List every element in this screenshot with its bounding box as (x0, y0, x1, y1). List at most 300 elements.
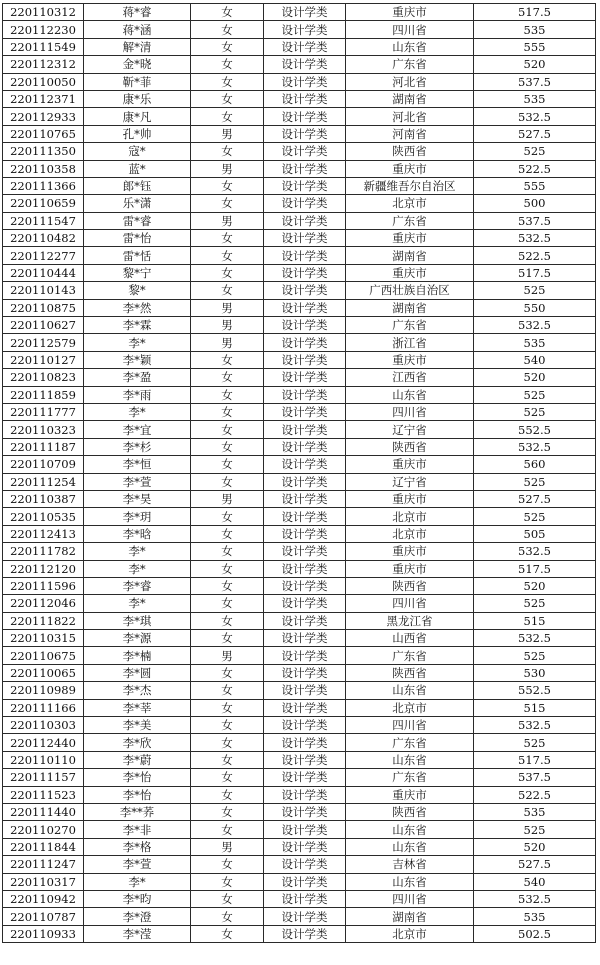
table-row (3, 160, 596, 177)
cell-major: 设计学类 (264, 856, 346, 873)
cell-student-id: 220110358 (3, 160, 84, 177)
cell-score: 527.5 (474, 125, 596, 142)
cell-region: 山西省 (346, 630, 474, 647)
cell-region: 山东省 (346, 873, 474, 890)
cell-student-id: 220110323 (3, 421, 84, 438)
cell-gender: 女 (191, 821, 264, 838)
cell-student-id: 220112933 (3, 108, 84, 125)
cell-gender: 女 (191, 612, 264, 629)
cell-gender: 女 (191, 38, 264, 55)
cell-student-id: 220110709 (3, 456, 84, 473)
cell-region: 北京市 (346, 699, 474, 716)
cell-region: 广西壮族自治区 (346, 282, 474, 299)
cell-major: 设计学类 (264, 577, 346, 594)
cell-student-id: 220111547 (3, 212, 84, 229)
table-row (3, 264, 596, 281)
cell-student-id: 220110627 (3, 317, 84, 334)
cell-name: 李*颖 (84, 351, 191, 368)
cell-major: 设计学类 (264, 717, 346, 734)
cell-region: 陕西省 (346, 143, 474, 160)
cell-major: 设计学类 (264, 803, 346, 820)
cell-gender: 女 (191, 195, 264, 212)
table-row (3, 560, 596, 577)
cell-gender: 女 (191, 264, 264, 281)
cell-name: 黎* (84, 282, 191, 299)
cell-major: 设计学类 (264, 508, 346, 525)
cell-score: 525 (474, 595, 596, 612)
cell-name: 李*琪 (84, 612, 191, 629)
cell-score: 532.5 (474, 630, 596, 647)
table-row (3, 751, 596, 768)
cell-student-id: 220112312 (3, 56, 84, 73)
table-row (3, 438, 596, 455)
table-row (3, 699, 596, 716)
cell-score: 525 (474, 143, 596, 160)
cell-major: 设计学类 (264, 143, 346, 160)
cell-major: 设计学类 (264, 299, 346, 316)
cell-name: 寇* (84, 143, 191, 160)
cell-name: 李*格 (84, 838, 191, 855)
cell-gender: 女 (191, 403, 264, 420)
table-row (3, 717, 596, 734)
admission-roster-table (2, 3, 596, 943)
cell-gender: 女 (191, 386, 264, 403)
cell-name: 李* (84, 543, 191, 560)
cell-student-id: 220110312 (3, 4, 84, 21)
cell-name: 李*霖 (84, 317, 191, 334)
cell-student-id: 220110765 (3, 125, 84, 142)
table-row (3, 543, 596, 560)
cell-score: 550 (474, 299, 596, 316)
table-row (3, 421, 596, 438)
cell-student-id: 220110315 (3, 630, 84, 647)
cell-score: 552.5 (474, 421, 596, 438)
cell-score: 525 (474, 282, 596, 299)
cell-major: 设计学类 (264, 108, 346, 125)
cell-major: 设计学类 (264, 438, 346, 455)
cell-region: 重庆市 (346, 560, 474, 577)
cell-name: 李*然 (84, 299, 191, 316)
table-row (3, 682, 596, 699)
cell-student-id: 220110127 (3, 351, 84, 368)
cell-name: 李*昊 (84, 490, 191, 507)
cell-gender: 男 (191, 299, 264, 316)
cell-region: 北京市 (346, 508, 474, 525)
table-row (3, 299, 596, 316)
cell-region: 陕西省 (346, 577, 474, 594)
cell-name: 李*楠 (84, 647, 191, 664)
cell-gender: 女 (191, 525, 264, 542)
cell-gender: 女 (191, 925, 264, 942)
cell-major: 设计学类 (264, 282, 346, 299)
cell-score: 527.5 (474, 856, 596, 873)
cell-student-id: 220111166 (3, 699, 84, 716)
cell-student-id: 220111596 (3, 577, 84, 594)
cell-student-id: 220110050 (3, 73, 84, 90)
cell-name: 李*昀 (84, 890, 191, 907)
cell-gender: 女 (191, 108, 264, 125)
cell-student-id: 220110303 (3, 717, 84, 734)
cell-name: 李*怡 (84, 769, 191, 786)
cell-student-id: 220111844 (3, 838, 84, 855)
cell-score: 525 (474, 508, 596, 525)
cell-name: 黎*宁 (84, 264, 191, 281)
cell-major: 设计学类 (264, 595, 346, 612)
cell-gender: 女 (191, 421, 264, 438)
table-row (3, 403, 596, 420)
cell-major: 设计学类 (264, 560, 346, 577)
admission-roster-sheet (2, 3, 595, 943)
cell-score: 517.5 (474, 264, 596, 281)
cell-gender: 男 (191, 212, 264, 229)
cell-gender: 女 (191, 873, 264, 890)
cell-major: 设计学类 (264, 873, 346, 890)
cell-gender: 女 (191, 682, 264, 699)
cell-region: 重庆市 (346, 264, 474, 281)
cell-name: 康*乐 (84, 90, 191, 107)
cell-region: 重庆市 (346, 160, 474, 177)
cell-region: 四川省 (346, 717, 474, 734)
cell-student-id: 220112277 (3, 247, 84, 264)
table-row (3, 90, 596, 107)
cell-student-id: 220112579 (3, 334, 84, 351)
cell-major: 设计学类 (264, 925, 346, 942)
table-row (3, 247, 596, 264)
cell-region: 新疆维吾尔自治区 (346, 177, 474, 194)
cell-major: 设计学类 (264, 473, 346, 490)
cell-region: 河北省 (346, 108, 474, 125)
cell-major: 设计学类 (264, 699, 346, 716)
cell-student-id: 220110065 (3, 664, 84, 681)
cell-score: 530 (474, 664, 596, 681)
table-row (3, 212, 596, 229)
cell-name: 李*滢 (84, 925, 191, 942)
cell-score: 525 (474, 403, 596, 420)
cell-major: 设计学类 (264, 73, 346, 90)
table-row (3, 734, 596, 751)
cell-region: 黑龙江省 (346, 612, 474, 629)
cell-score: 540 (474, 873, 596, 890)
cell-major: 设计学类 (264, 751, 346, 768)
cell-score: 532.5 (474, 717, 596, 734)
cell-student-id: 220110535 (3, 508, 84, 525)
cell-score: 525 (474, 386, 596, 403)
cell-student-id: 220110933 (3, 925, 84, 942)
cell-score: 520 (474, 369, 596, 386)
cell-gender: 女 (191, 56, 264, 73)
cell-gender: 女 (191, 630, 264, 647)
cell-region: 重庆市 (346, 4, 474, 21)
cell-gender: 女 (191, 473, 264, 490)
cell-gender: 男 (191, 125, 264, 142)
cell-score: 525 (474, 647, 596, 664)
cell-score: 532.5 (474, 890, 596, 907)
cell-major: 设计学类 (264, 490, 346, 507)
cell-score: 525 (474, 734, 596, 751)
cell-region: 山东省 (346, 682, 474, 699)
cell-score: 520 (474, 56, 596, 73)
cell-major: 设计学类 (264, 734, 346, 751)
table-row (3, 73, 596, 90)
cell-name: 李* (84, 334, 191, 351)
cell-major: 设计学类 (264, 230, 346, 247)
cell-region: 山东省 (346, 386, 474, 403)
table-row (3, 769, 596, 786)
cell-name: 蒋*涵 (84, 21, 191, 38)
cell-name: 李*盈 (84, 369, 191, 386)
table-row (3, 230, 596, 247)
table-row (3, 473, 596, 490)
cell-student-id: 220110787 (3, 908, 84, 925)
cell-major: 设计学类 (264, 786, 346, 803)
table-row (3, 386, 596, 403)
cell-student-id: 220111187 (3, 438, 84, 455)
cell-student-id: 220110823 (3, 369, 84, 386)
cell-major: 设计学类 (264, 908, 346, 925)
table-row (3, 821, 596, 838)
cell-major: 设计学类 (264, 317, 346, 334)
cell-gender: 女 (191, 560, 264, 577)
cell-major: 设计学类 (264, 386, 346, 403)
cell-name: 解*清 (84, 38, 191, 55)
table-row (3, 282, 596, 299)
cell-score: 517.5 (474, 560, 596, 577)
cell-region: 湖南省 (346, 247, 474, 264)
table-row (3, 873, 596, 890)
cell-gender: 女 (191, 177, 264, 194)
cell-score: 527.5 (474, 490, 596, 507)
cell-major: 设计学类 (264, 456, 346, 473)
cell-major: 设计学类 (264, 369, 346, 386)
cell-region: 重庆市 (346, 490, 474, 507)
cell-score: 535 (474, 21, 596, 38)
table-row (3, 108, 596, 125)
cell-gender: 女 (191, 577, 264, 594)
cell-name: 李*杰 (84, 682, 191, 699)
cell-student-id: 220111366 (3, 177, 84, 194)
cell-gender: 女 (191, 90, 264, 107)
cell-student-id: 220111247 (3, 856, 84, 873)
cell-score: 502.5 (474, 925, 596, 942)
cell-gender: 女 (191, 247, 264, 264)
cell-major: 设计学类 (264, 612, 346, 629)
cell-major: 设计学类 (264, 334, 346, 351)
cell-region: 辽宁省 (346, 421, 474, 438)
cell-region: 北京市 (346, 195, 474, 212)
cell-region: 山东省 (346, 38, 474, 55)
cell-region: 北京市 (346, 925, 474, 942)
cell-name: 李*源 (84, 630, 191, 647)
cell-gender: 男 (191, 160, 264, 177)
cell-student-id: 220110675 (3, 647, 84, 664)
cell-student-id: 220111822 (3, 612, 84, 629)
cell-student-id: 220112046 (3, 595, 84, 612)
table-row (3, 664, 596, 681)
cell-gender: 女 (191, 230, 264, 247)
cell-name: 李*晗 (84, 525, 191, 542)
cell-student-id: 220110143 (3, 282, 84, 299)
cell-gender: 男 (191, 334, 264, 351)
cell-score: 535 (474, 803, 596, 820)
cell-score: 522.5 (474, 786, 596, 803)
cell-student-id: 220110659 (3, 195, 84, 212)
cell-name: 李*莘 (84, 699, 191, 716)
cell-region: 湖南省 (346, 908, 474, 925)
cell-student-id: 220111782 (3, 543, 84, 560)
cell-score: 517.5 (474, 751, 596, 768)
cell-major: 设计学类 (264, 247, 346, 264)
table-row (3, 21, 596, 38)
cell-name: 李*欣 (84, 734, 191, 751)
cell-major: 设计学类 (264, 264, 346, 281)
cell-gender: 女 (191, 908, 264, 925)
cell-name: 靳*菲 (84, 73, 191, 90)
table-row (3, 143, 596, 160)
cell-gender: 女 (191, 508, 264, 525)
table-row (3, 490, 596, 507)
cell-name: 李**荞 (84, 803, 191, 820)
cell-name: 李*恒 (84, 456, 191, 473)
cell-name: 李*非 (84, 821, 191, 838)
table-row (3, 456, 596, 473)
cell-score: 525 (474, 473, 596, 490)
cell-region: 浙江省 (346, 334, 474, 351)
cell-region: 四川省 (346, 890, 474, 907)
roster-body (3, 4, 596, 943)
cell-score: 520 (474, 577, 596, 594)
cell-name: 李*圆 (84, 664, 191, 681)
cell-region: 山东省 (346, 821, 474, 838)
cell-major: 设计学类 (264, 647, 346, 664)
cell-major: 设计学类 (264, 195, 346, 212)
cell-major: 设计学类 (264, 403, 346, 420)
cell-region: 陕西省 (346, 803, 474, 820)
cell-major: 设计学类 (264, 664, 346, 681)
cell-region: 江西省 (346, 369, 474, 386)
cell-region: 四川省 (346, 21, 474, 38)
cell-name: 李*萱 (84, 473, 191, 490)
cell-major: 设计学类 (264, 160, 346, 177)
cell-gender: 女 (191, 143, 264, 160)
cell-score: 537.5 (474, 769, 596, 786)
table-row (3, 508, 596, 525)
cell-name: 蓝* (84, 160, 191, 177)
cell-name: 郎*钰 (84, 177, 191, 194)
cell-score: 525 (474, 821, 596, 838)
table-row (3, 4, 596, 21)
cell-score: 500 (474, 195, 596, 212)
cell-gender: 女 (191, 699, 264, 716)
cell-region: 重庆市 (346, 230, 474, 247)
cell-region: 山东省 (346, 751, 474, 768)
cell-region: 四川省 (346, 595, 474, 612)
cell-region: 辽宁省 (346, 473, 474, 490)
cell-score: 555 (474, 38, 596, 55)
cell-name: 李*蔚 (84, 751, 191, 768)
cell-score: 555 (474, 177, 596, 194)
cell-name: 李*雨 (84, 386, 191, 403)
cell-name: 李* (84, 403, 191, 420)
cell-student-id: 220110444 (3, 264, 84, 281)
table-row (3, 369, 596, 386)
cell-name: 李*睿 (84, 577, 191, 594)
cell-major: 设计学类 (264, 21, 346, 38)
cell-score: 505 (474, 525, 596, 542)
cell-region: 广东省 (346, 647, 474, 664)
cell-major: 设计学类 (264, 351, 346, 368)
cell-name: 孔*帅 (84, 125, 191, 142)
cell-student-id: 220110270 (3, 821, 84, 838)
cell-major: 设计学类 (264, 630, 346, 647)
cell-student-id: 220111777 (3, 403, 84, 420)
cell-region: 广东省 (346, 769, 474, 786)
cell-name: 雷*恬 (84, 247, 191, 264)
cell-student-id: 220111549 (3, 38, 84, 55)
cell-major: 设计学类 (264, 838, 346, 855)
cell-region: 河北省 (346, 73, 474, 90)
cell-score: 532.5 (474, 543, 596, 560)
table-row (3, 56, 596, 73)
cell-student-id: 220110482 (3, 230, 84, 247)
cell-region: 广东省 (346, 56, 474, 73)
cell-name: 李*杉 (84, 438, 191, 455)
cell-name: 李*怡 (84, 786, 191, 803)
table-row (3, 908, 596, 925)
cell-gender: 女 (191, 734, 264, 751)
cell-name: 金*晓 (84, 56, 191, 73)
cell-student-id: 220112230 (3, 21, 84, 38)
cell-score: 515 (474, 612, 596, 629)
cell-major: 设计学类 (264, 38, 346, 55)
cell-score: 540 (474, 351, 596, 368)
cell-gender: 男 (191, 647, 264, 664)
cell-score: 537.5 (474, 212, 596, 229)
cell-major: 设计学类 (264, 543, 346, 560)
cell-region: 湖南省 (346, 299, 474, 316)
cell-name: 乐*潇 (84, 195, 191, 212)
cell-region: 重庆市 (346, 456, 474, 473)
cell-gender: 女 (191, 717, 264, 734)
cell-gender: 女 (191, 769, 264, 786)
table-row (3, 125, 596, 142)
cell-region: 重庆市 (346, 351, 474, 368)
cell-region: 陕西省 (346, 664, 474, 681)
cell-student-id: 220112120 (3, 560, 84, 577)
cell-score: 520 (474, 838, 596, 855)
cell-score: 532.5 (474, 108, 596, 125)
cell-student-id: 220111440 (3, 803, 84, 820)
cell-gender: 女 (191, 664, 264, 681)
cell-major: 设计学类 (264, 90, 346, 107)
cell-student-id: 220112440 (3, 734, 84, 751)
table-row (3, 786, 596, 803)
cell-gender: 女 (191, 595, 264, 612)
cell-student-id: 220112371 (3, 90, 84, 107)
table-row (3, 351, 596, 368)
cell-gender: 男 (191, 317, 264, 334)
cell-major: 设计学类 (264, 177, 346, 194)
cell-gender: 女 (191, 73, 264, 90)
cell-region: 重庆市 (346, 786, 474, 803)
cell-name: 李*萱 (84, 856, 191, 873)
table-row (3, 38, 596, 55)
cell-name: 雷*怡 (84, 230, 191, 247)
cell-name: 李*美 (84, 717, 191, 734)
cell-gender: 男 (191, 490, 264, 507)
table-row (3, 803, 596, 820)
cell-major: 设计学类 (264, 56, 346, 73)
cell-gender: 女 (191, 786, 264, 803)
